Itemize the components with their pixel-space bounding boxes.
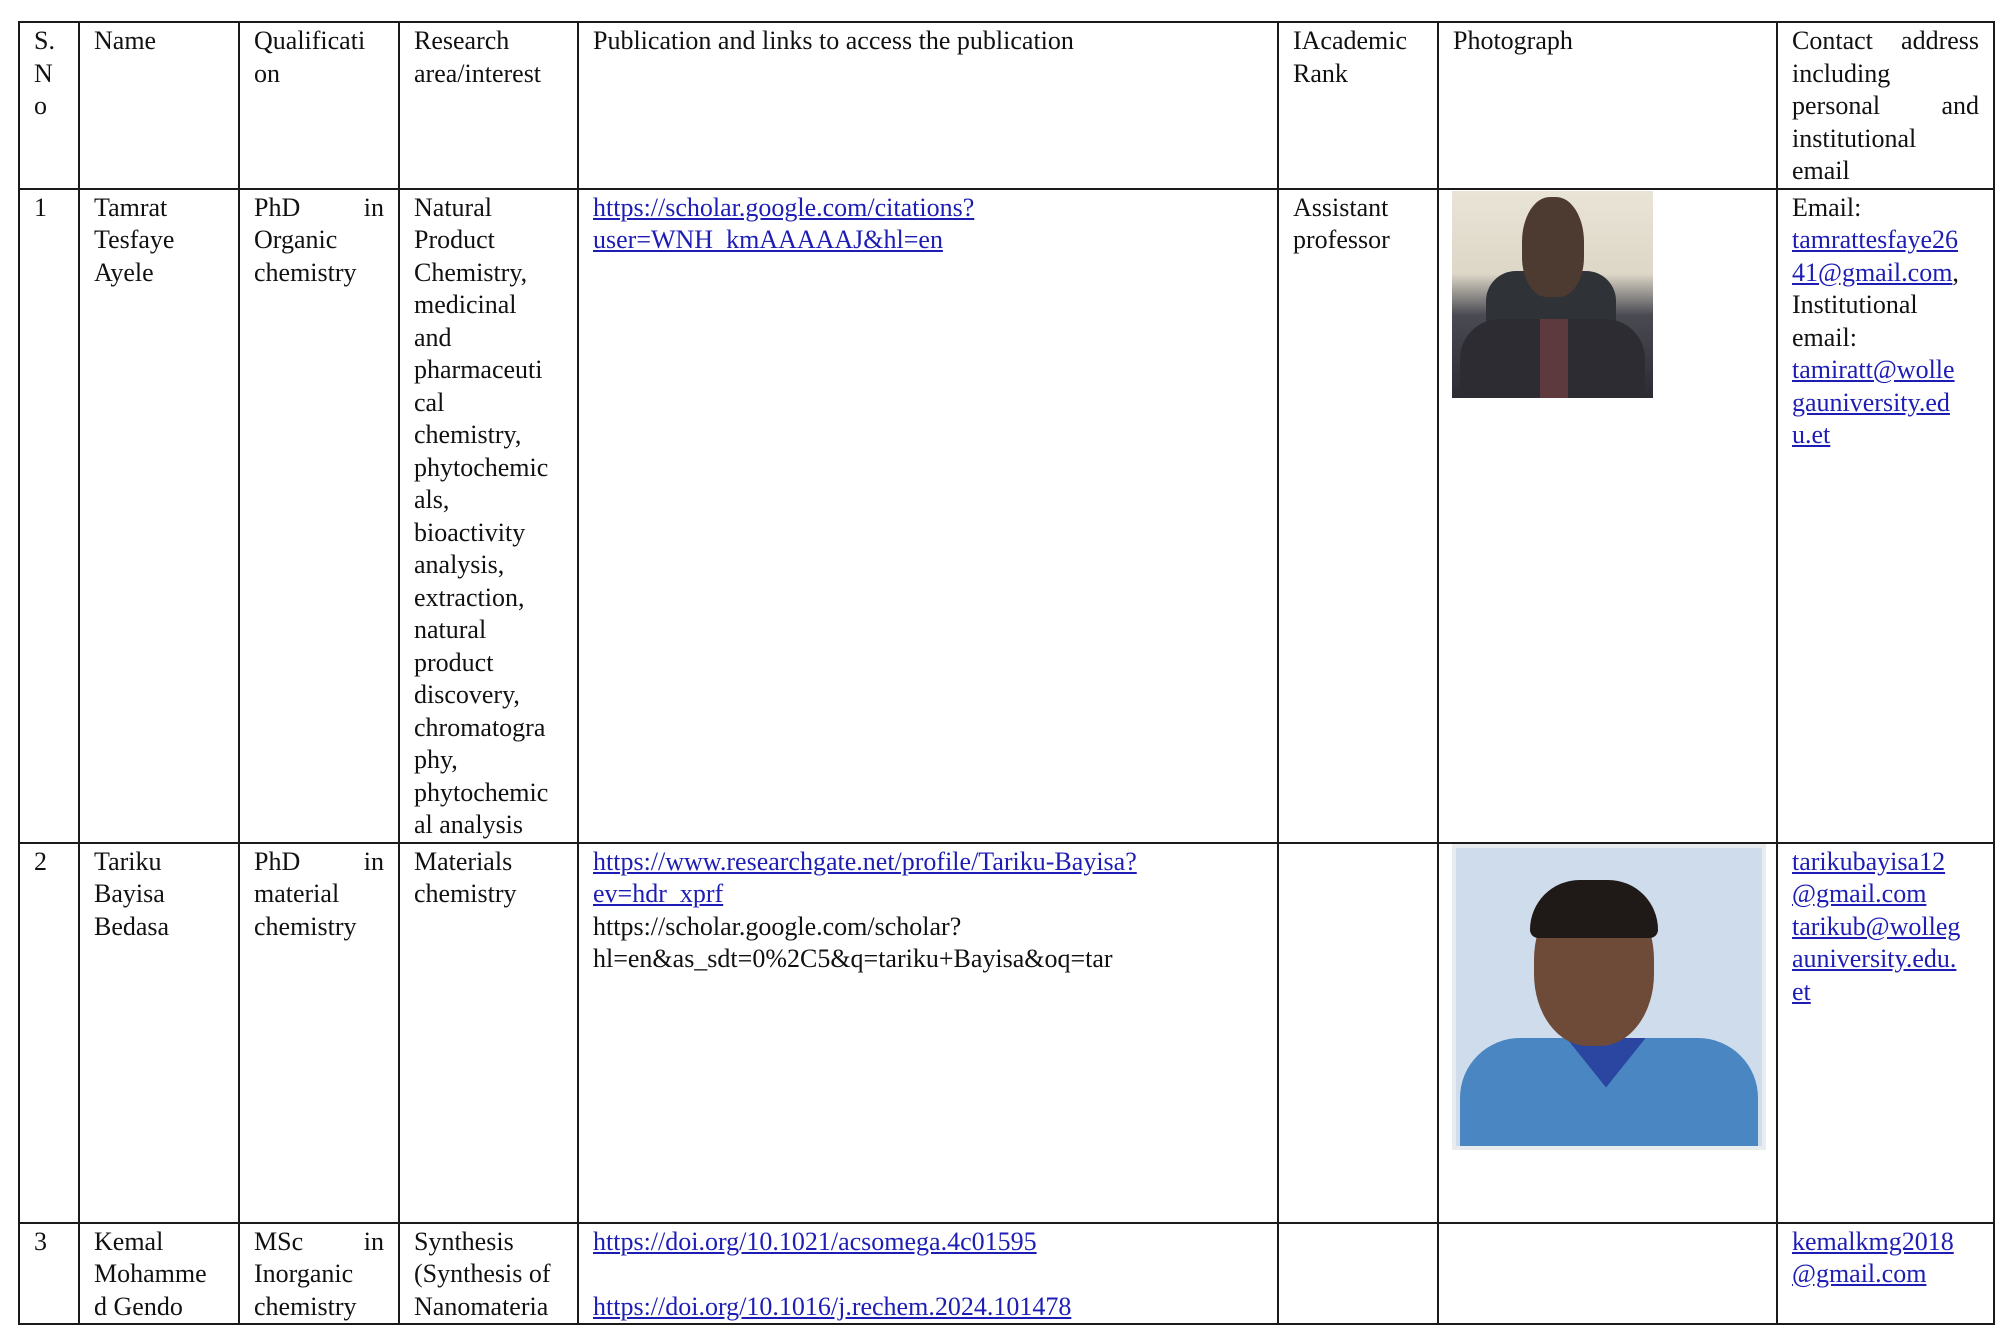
cell-research [399,843,578,1223]
cell-photograph [1438,1223,1777,1325]
name-line: Ayele [94,257,154,287]
institutional-email-link[interactable]: et [1792,976,1811,1006]
header-sno [19,22,79,189]
qualification-line: chemistry [254,257,357,287]
header-research [399,22,578,189]
photo-shirt [1540,319,1568,398]
personal-email-link[interactable]: tarikubayisa12 [1792,846,1946,876]
name-line: Tesfaye [94,225,175,254]
research-line: Chemistry, [414,257,528,287]
header-contact-line: institutional [1792,123,1917,153]
qualification-line: chemistry [254,1291,357,1321]
photo-head [1522,197,1584,297]
publication-link[interactable]: https://scholar.google.com/citations? [593,192,975,222]
research-line: als, [414,485,450,514]
cell-contact [1777,189,1994,843]
research-line: extraction, [414,582,525,612]
header-photograph-label: Photograph [1453,26,1573,55]
qualification-line: Inorganic [254,1259,354,1288]
qualification-line: Organic [254,225,338,254]
header-rank [1278,22,1438,189]
cell-rank [1278,189,1438,843]
research-line: chromatogra [414,712,546,742]
name-line: Tariku [94,846,162,876]
staff-table [18,21,1995,1325]
qualification-line: PhD in [254,192,384,222]
cell-publication [578,189,1278,843]
cell-photograph [1438,843,1777,1223]
publication-text: hl=en&as_sdt=0%2C5&q=tariku+Bayisa&oq=tar [593,944,1113,973]
research-line: Natural [414,192,492,222]
personal-email-link[interactable]: kemalkmg2018 [1792,1226,1954,1256]
publication-link[interactable]: https://doi.org/10.1021/acsomega.4c01595 [593,1226,1037,1256]
photo-hair [1530,880,1658,938]
qualification-line: MSc in [254,1226,384,1256]
research-line: medicinal [414,290,517,319]
cell-photograph [1438,189,1777,843]
cell-qualification [239,1223,399,1325]
table-row [19,1223,1994,1325]
institutional-email-link[interactable]: u.et [1792,420,1831,449]
header-photograph [1438,22,1777,189]
research-line: analysis, [414,550,505,579]
table-row [19,843,1994,1223]
research-line: Synthesis [414,1226,514,1256]
qualification-line: material [254,879,340,908]
header-contact [1777,22,1994,189]
cell-contact [1777,843,1994,1223]
institutional-email-link[interactable]: gauniversity.ed [1792,387,1950,417]
cell-publication [578,843,1278,1223]
header-qualification-line: on [254,58,280,88]
sno-value: 3 [34,1226,47,1256]
header-sno-line: o [34,91,47,120]
publication-text: https://scholar.google.com/scholar? [593,911,962,941]
cell-qualification [239,843,399,1223]
cell-name [79,1223,239,1325]
personal-email-link[interactable]: @gmail.com [1792,1259,1927,1288]
name-line: Kemal [94,1226,164,1256]
research-line: product [414,647,494,677]
rank-line: professor [1293,225,1390,254]
header-contact-line: including [1792,58,1891,88]
research-line: al analysis [414,810,524,839]
cell-research [399,189,578,843]
contact-label: Email: [1792,192,1862,222]
header-contact-line: personal and [1792,91,1979,120]
header-publication [578,22,1278,189]
name-line: d Gendo [94,1291,183,1321]
separator: , [1952,257,1959,287]
research-line: discovery, [414,680,520,709]
cell-publication [578,1223,1278,1325]
research-line: bioactivity [414,517,526,547]
institutional-email-link[interactable]: auniversity.edu. [1792,944,1957,973]
cell-name [79,843,239,1223]
cell-sno [19,843,79,1223]
research-line: Nanomateria [414,1291,549,1321]
research-line: chemistry [414,879,517,908]
institutional-email-link[interactable]: tarikub@wolleg [1792,911,1961,941]
research-line: Product [414,225,495,254]
publication-link[interactable]: https://www.researchgate.net/profile/Tariku-Bayisa? [593,846,1137,876]
personal-email-link[interactable]: 41@gmail.com [1792,257,1953,287]
header-research-line: Research [414,26,510,55]
research-line: phy, [414,745,458,774]
institutional-email-link[interactable]: tamiratt@wolle [1792,355,1955,384]
contact-label: email: [1792,322,1857,352]
blank-line [593,1258,1263,1291]
header-publication-label: Publication and links to access the publication [593,26,1074,55]
cell-rank [1278,843,1438,1223]
portrait-photo [1452,844,1766,1150]
personal-email-link[interactable]: @gmail.com [1792,879,1927,908]
publication-link[interactable]: https://doi.org/10.1016/j.rechem.2024.101478 [593,1291,1072,1321]
header-name-label: Name [94,26,157,55]
header-name [79,22,239,189]
research-line: cal [414,387,445,417]
header-rank-line: IAcademic [1293,26,1408,55]
name-line: Bedasa [94,911,170,941]
cell-name [79,189,239,843]
header-research-line: area/interest [414,58,542,88]
header-rank-line: Rank [1293,58,1348,88]
cell-sno [19,189,79,843]
sno-value: 2 [34,846,47,876]
contact-label: Institutional [1792,290,1918,319]
cell-rank [1278,1223,1438,1325]
research-line: phytochemic [414,452,549,482]
research-line: Materials [414,846,513,876]
table-row [19,189,1994,843]
publication-link[interactable]: user=WNH_kmAAAAAJ&hl=en [593,225,943,254]
name-line: Mohamme [94,1259,207,1288]
header-sno-line: S. [34,26,55,55]
sno-value: 1 [34,192,47,222]
name-line: Bayisa [94,879,165,908]
cell-contact [1777,1223,1994,1325]
publication-link[interactable]: ev=hdr_xprf [593,879,724,908]
cell-research [399,1223,578,1325]
research-line: and [414,322,452,352]
name-line: Tamrat [94,192,168,222]
qualification-line: PhD in [254,846,384,876]
personal-email-link[interactable]: tamrattesfaye26 [1792,225,1959,254]
header-qualification-line: Qualificati [254,26,366,55]
cell-sno [19,1223,79,1325]
header-contact-line: email [1792,156,1850,185]
header-qualification [239,22,399,189]
research-line: chemistry, [414,420,522,449]
header-sno-line: N [34,58,53,88]
research-line: pharmaceuti [414,355,543,384]
research-line: natural [414,615,487,644]
header-row [19,22,1994,189]
research-line: phytochemic [414,777,549,807]
qualification-line: chemistry [254,911,357,941]
portrait-photo [1452,191,1653,398]
research-line: (Synthesis of [414,1259,551,1288]
cell-qualification [239,189,399,843]
rank-line: Assistant [1293,192,1389,222]
header-contact-line: Contact address [1792,26,1979,55]
